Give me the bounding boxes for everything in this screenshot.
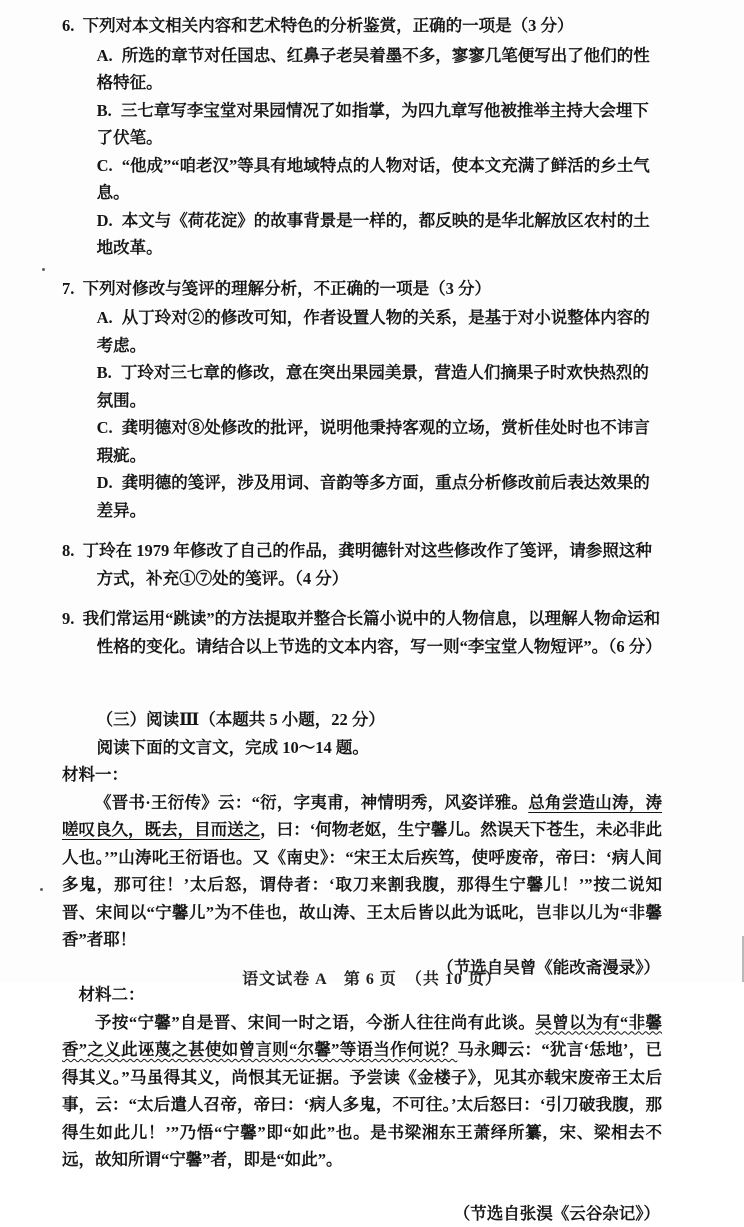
question-7-number: 7. (62, 279, 74, 298)
material-two-label: 材料二： (62, 981, 662, 1009)
question-7-option-a (62, 304, 662, 359)
section-instruction: 阅读下面的文言文，完成 10～14 题。 (62, 734, 662, 762)
text-segment: 吴曾以为有“非馨香”之义此诬蔑之甚使如曾言则“尔馨”等语当作何说？ (62, 1013, 662, 1060)
question-6-option-a (62, 42, 662, 97)
option-text: 本文与《荷花淀》的故事背景是一样的，都反映的是华北解放区农村的土地改革。 (97, 211, 650, 258)
material-one-attribution: （节选自吴曾《能改斋漫录》） (62, 954, 662, 982)
option-label: D. (97, 211, 113, 230)
option-text: 三七章写李宝堂对果园情况了如指掌，为四九章写他被推举主持大会埋下了伏笔。 (97, 101, 649, 148)
option-label: A. (97, 308, 113, 327)
question-9-number: 9. (62, 609, 74, 628)
page-footer: 语文试卷 A 第 6 页 （共 10 页） (0, 966, 744, 994)
question-6-option-c (62, 152, 662, 207)
option-label: C. (97, 156, 113, 175)
question-8-number: 8. (62, 541, 74, 560)
option-text: 丁玲对三七章的修改，意在突出果园美景，营造人们摘果子时欢快热烈的氛围。 (97, 363, 649, 410)
option-label: A. (97, 46, 113, 65)
question-6-number: 6. (62, 16, 74, 35)
question-8 (62, 537, 662, 592)
option-text: 龚明德的笺评，涉及用词、音韵等多方面，重点分析修改前后表达效果的差异。 (97, 473, 650, 520)
option-label: D. (97, 473, 113, 492)
option-text: 龚明德对⑧处修改的批评，说明他秉持客观的立场，赏析佳处时也不讳言瑕疵。 (97, 418, 650, 465)
question-6-option-b (62, 97, 662, 152)
text-segment: 《晋书·王衍传》云：“衍，字夷甫，神情明秀，风姿详雅。 (95, 793, 528, 812)
question-7-option-b (62, 359, 662, 414)
option-label: B. (97, 363, 112, 382)
option-label: B. (97, 101, 112, 120)
question-9 (62, 605, 662, 660)
option-text: “他成”“咱老汉”等具有地域特点的人物对话，使本文充满了鲜活的乡土气息。 (97, 156, 650, 203)
question-6-text: 下列对本文相关内容和艺术特色的分析鉴赏，正确的一项是（3 分） (83, 16, 574, 35)
option-label: C. (97, 418, 113, 437)
material-two-paragraph (62, 1009, 662, 1174)
option-text: 从丁玲对②的修改可知，作者设置人物的关系，是基于对小说整体内容的考虑。 (97, 308, 650, 355)
question-7-option-c (62, 414, 662, 469)
material-one-paragraph (62, 789, 662, 954)
text-segment: 予按“宁馨”自是晋、宋间一时之语，今浙人往往尚有此谈。 (95, 1013, 535, 1032)
scan-artifact-dot (40, 888, 43, 891)
section-title: （三）阅读Ⅲ（本题共 5 小题，22 分） (62, 706, 662, 734)
question-7-option-d (62, 469, 662, 524)
text-segment: ，曰：‘何物老妪，生宁馨儿。然误天下苍生，未必非此人也。’”山涛叱王衍语也。又《南史》：“宋王太后疾笃，使呼废帝，帝曰：‘病人间多鬼，那可往！’太后怒，谓侍者：‘取刀来割我腹，那得生宁馨儿！’”按二说知晋、宋间以“宁馨儿”为不佳也，故山涛、王太后皆以此为诋叱，岂非以儿为“非馨香”者耶！ (62, 820, 662, 949)
option-text: 所选的章节对任国忠、红鼻子老吴着墨不多，寥寥几笔便写出了他们的性格特征。 (97, 46, 650, 93)
material-one-label: 材料一： (62, 761, 662, 789)
question-7-text: 下列对修改与笺评的理解分析，不正确的一项是（3 分） (83, 279, 491, 298)
question-9-text: 我们常运用“跳读”的方法提取并整合长篇小说中的人物信息，以理解人物命运和性格的变化。请结合以上节选的文本内容，写一则“李宝堂人物短评”。（6 分） (83, 609, 662, 656)
material-two-attribution: （节选自张淏《云谷杂记》） (62, 1200, 662, 1227)
question-6-stem (62, 12, 662, 40)
question-7-options (62, 304, 662, 524)
scan-artifact-dot (42, 268, 45, 271)
question-7-stem (62, 275, 662, 303)
question-8-text: 丁玲在 1979 年修改了自己的作品，龚明德针对这些修改作了笺评，请参照这种方式，补充①⑦处的笺评。（4 分） (83, 541, 652, 588)
question-6-option-d (62, 207, 662, 262)
text-segment: 总角尝造山涛，涛嗟叹良久，既去，目而送之 (62, 793, 662, 840)
question-6-options (62, 42, 662, 262)
page-content (62, 12, 662, 1227)
text-segment: 马永卿云：“犹言‘恁地’，已得其义。”马虽得其义，尚恨其无证据。予尝读《金楼子》，见其亦载宋废帝王太后事，云：“太后遣人召帝，帝曰：‘病人多鬼，不可往。’太后怒曰：‘引刀破我腹，那得生如此儿！’”乃悟“宁馨”即“如此”也。是书梁湘东王萧绎所纂，宋、梁相去不远，故知所谓“宁馨”者，即是“如此”。 (62, 1040, 662, 1169)
